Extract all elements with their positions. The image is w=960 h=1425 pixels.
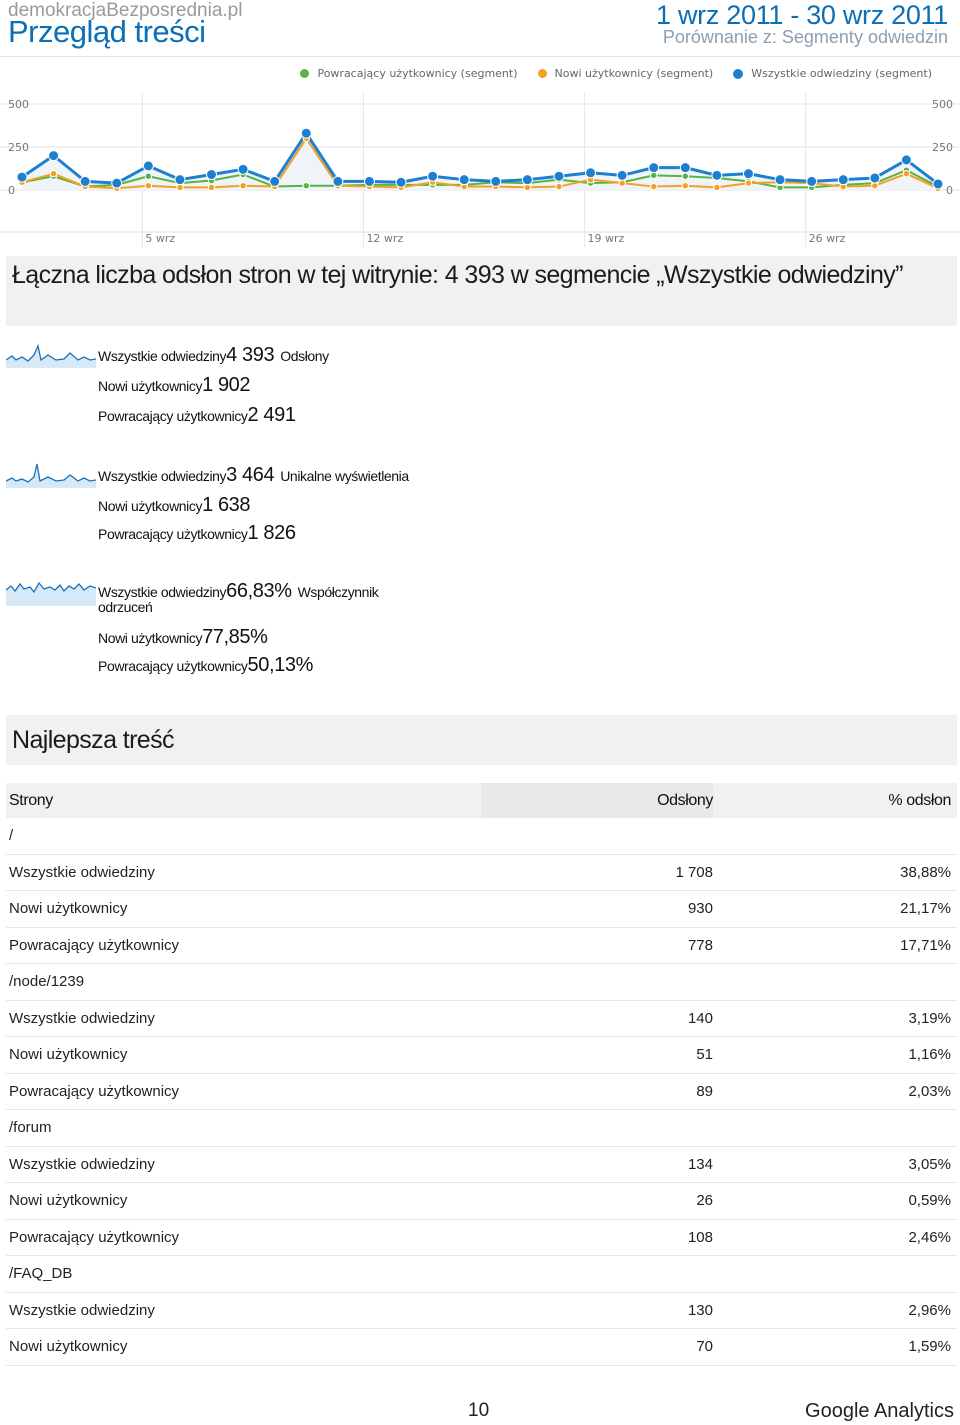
metric-segment: Wszystkie odwiedziny	[98, 348, 227, 364]
cell-percent: 3,19%	[908, 1009, 951, 1027]
sparkline-unique-views	[6, 458, 96, 488]
cell-percent	[713, 964, 957, 1000]
metric-segment: Powracający użytkownicy	[98, 408, 248, 424]
data-point	[333, 176, 343, 186]
table-row	[6, 891, 957, 928]
table-row	[6, 1220, 957, 1257]
comparison-label: Porównanie z: Segmenty odwiedzin	[662, 27, 948, 47]
metric-row	[98, 344, 329, 367]
cell-pageviews	[481, 1110, 713, 1146]
cell-pageviews: 89	[696, 1082, 713, 1100]
y-tick-label-left: 250	[8, 141, 29, 154]
cell-pageviews: 1 708	[675, 863, 713, 881]
metric-value: 77,85%	[202, 626, 268, 648]
legend-item-all	[733, 67, 932, 80]
data-point	[745, 180, 751, 186]
cell-page: Nowi użytkownicy	[9, 1192, 128, 1210]
y-tick-label-left: 500	[8, 98, 29, 111]
metric-segment: Powracający użytkownicy	[98, 526, 248, 542]
table-row	[6, 1037, 957, 1074]
metric-segment: Nowi użytkownicy	[98, 630, 203, 646]
table-row	[6, 1183, 957, 1220]
cell-page: Nowi użytkownicy	[9, 1338, 128, 1356]
cell-pageviews: 134	[687, 1155, 713, 1173]
metric-segment: Powracający użytkownicy	[98, 658, 248, 674]
metric-row	[98, 626, 268, 649]
top-content-table	[6, 783, 957, 1366]
metric-value: 50,13%	[247, 654, 313, 676]
table-row	[6, 1074, 957, 1111]
summary-title: Łączna liczba odsłon stron w tej witrynie: 4 393 w segmencie „Wszystkie odwiedziny”	[6, 256, 957, 326]
data-point	[459, 175, 469, 185]
table-row	[6, 855, 957, 892]
x-tick-label: 5 wrz	[145, 232, 176, 245]
data-point	[207, 170, 217, 180]
metric-name: Odsłony	[280, 348, 329, 364]
data-point	[238, 164, 248, 174]
cell-pageviews: 51	[696, 1046, 713, 1064]
page-path-row[interactable]	[6, 1110, 957, 1147]
data-point	[680, 163, 690, 173]
x-tick-label: 26 wrz	[808, 232, 846, 245]
cell-percent	[713, 818, 957, 854]
metric-row	[98, 374, 250, 397]
metric-row	[98, 464, 409, 487]
cell-percent: 1,59%	[908, 1338, 951, 1356]
data-point	[428, 171, 438, 181]
data-point	[145, 183, 151, 189]
data-point	[364, 176, 374, 186]
legend-label-new: Nowi użytkownicy (segment)	[554, 67, 714, 80]
cell-percent: 2,03%	[908, 1082, 951, 1100]
metric-row	[98, 404, 296, 427]
cell-percent: 3,05%	[908, 1155, 951, 1173]
cell-page: Nowi użytkownicy	[9, 1046, 128, 1064]
metric-segment: Wszystkie odwiedziny	[98, 468, 227, 484]
cell-page: Wszystkie odwiedziny	[9, 863, 155, 881]
cell-percent: 2,46%	[908, 1228, 951, 1246]
cell-percent: 0,59%	[908, 1192, 951, 1210]
cell-pageviews: 778	[687, 936, 713, 954]
data-point	[50, 170, 56, 176]
cell-page[interactable]: /FAQ_DB	[9, 1265, 73, 1283]
data-point	[870, 173, 880, 183]
y-tick-label-left: 0	[8, 184, 15, 197]
y-tick-label-right: 250	[932, 141, 953, 154]
data-point	[586, 168, 596, 178]
page-title: Przegląd treści	[8, 14, 206, 49]
cell-page: Powracający użytkownicy	[9, 936, 180, 954]
x-tick-label: 12 wrz	[366, 232, 404, 245]
sparkline-pageviews	[6, 338, 96, 368]
cell-page: Powracający użytkownicy	[9, 1082, 180, 1100]
data-point	[775, 175, 785, 185]
data-point	[175, 175, 185, 185]
date-range: 1 wrz 2011 - 30 wrz 2011	[656, 0, 948, 30]
data-point	[396, 177, 406, 187]
legend-label-returning: Powracający użytkownicy (segment)	[317, 67, 518, 80]
page-path-row[interactable]	[6, 818, 957, 855]
legend-swatch-returning	[300, 69, 309, 78]
cell-pageviews	[481, 964, 713, 1000]
legend-swatch-all	[733, 69, 743, 79]
cell-pageviews: 108	[687, 1228, 713, 1246]
metric-row	[98, 580, 428, 615]
metric-row	[98, 654, 313, 677]
page-number: 10	[468, 1400, 490, 1421]
page-path-row[interactable]	[6, 964, 957, 1001]
cell-pageviews: 26	[696, 1192, 713, 1210]
column-header-percent[interactable]: % odsłon	[888, 791, 951, 809]
data-point	[522, 175, 532, 185]
data-point	[714, 184, 720, 190]
data-point	[145, 173, 151, 179]
y-tick-label-right: 0	[946, 184, 953, 197]
cell-pageviews	[481, 1256, 713, 1292]
y-tick-label-right: 500	[932, 98, 953, 111]
header-divider	[0, 56, 960, 57]
column-header-pages[interactable]: Strony	[9, 791, 53, 809]
cell-page[interactable]: /	[9, 827, 14, 845]
cell-pageviews: 70	[696, 1338, 713, 1356]
cell-page[interactable]: /forum	[9, 1119, 52, 1137]
metric-value: 3 464	[226, 464, 275, 486]
data-point	[649, 163, 659, 173]
metric-segment: Nowi użytkownicy	[98, 378, 203, 394]
metric-value: 1 638	[202, 494, 251, 516]
cell-page: Wszystkie odwiedziny	[9, 1301, 155, 1319]
table-row	[6, 1293, 957, 1330]
data-point	[143, 161, 153, 171]
table-row	[6, 928, 957, 965]
data-point	[933, 179, 943, 189]
data-point	[556, 183, 562, 189]
legend-label-all: Wszystkie odwiedziny (segment)	[751, 67, 932, 80]
metric-row	[98, 494, 250, 517]
data-point	[303, 183, 309, 189]
column-header-pageviews[interactable]: Odsłony	[481, 783, 713, 818]
line-chart	[0, 92, 960, 247]
data-point	[554, 171, 564, 181]
metric-value: 4 393	[226, 344, 275, 366]
cell-percent: 1,16%	[908, 1046, 951, 1064]
cell-page: Nowi użytkownicy	[9, 900, 128, 918]
top-content-title: Najlepsza treść	[6, 715, 957, 765]
cell-page[interactable]: /node/1239	[9, 973, 85, 991]
table-body	[6, 818, 957, 1366]
cell-percent: 38,88%	[900, 863, 951, 881]
data-point	[901, 155, 911, 165]
x-tick-label: 19 wrz	[587, 232, 625, 245]
data-point	[682, 173, 688, 179]
cell-page: Wszystkie odwiedziny	[9, 1155, 155, 1173]
cell-percent	[713, 1110, 957, 1146]
cell-percent: 2,96%	[908, 1301, 951, 1319]
table-header	[6, 783, 957, 818]
legend-swatch-new	[538, 69, 547, 78]
metric-row	[98, 522, 296, 545]
page-path-row[interactable]	[6, 1256, 957, 1293]
metric-value: 66,83%	[226, 580, 292, 602]
data-point	[301, 128, 311, 138]
data-point	[651, 183, 657, 189]
cell-pageviews: 930	[687, 900, 713, 918]
table-row	[6, 1147, 957, 1184]
metric-segment: Nowi użytkownicy	[98, 498, 203, 514]
data-point	[270, 176, 280, 186]
cell-pageviews: 140	[687, 1009, 713, 1027]
table-row	[6, 1001, 957, 1038]
sparkline-bounce-rate	[6, 576, 96, 606]
cell-percent: 21,17%	[900, 900, 951, 918]
metric-value: 1 826	[247, 522, 296, 544]
data-point	[49, 151, 59, 161]
cell-pageviews: 130	[687, 1301, 713, 1319]
cell-pageviews	[481, 818, 713, 854]
site-name: demokracjaBezposrednia.pl	[8, 0, 243, 21]
data-point	[17, 172, 27, 182]
data-point	[743, 169, 753, 179]
data-point	[619, 180, 625, 186]
legend-item-new	[538, 67, 714, 80]
data-point	[682, 183, 688, 189]
metric-name: Współczynnik odrzuceń	[98, 584, 379, 615]
data-point	[712, 170, 722, 180]
cell-page: Powracający użytkownicy	[9, 1228, 180, 1246]
data-point	[838, 175, 848, 185]
table-row	[6, 1329, 957, 1366]
cell-page: Wszystkie odwiedziny	[9, 1009, 155, 1027]
data-point	[112, 178, 122, 188]
legend-item-returning	[300, 67, 517, 80]
data-point	[617, 170, 627, 180]
cell-percent: 17,71%	[900, 936, 951, 954]
metric-name: Unikalne wyświetlenia	[280, 468, 409, 484]
metric-value: 2 491	[247, 404, 296, 426]
metric-segment: Wszystkie odwiedziny	[98, 584, 227, 600]
data-point	[240, 183, 246, 189]
brand-name: Google Analytics	[805, 1400, 954, 1422]
data-point	[807, 176, 817, 186]
chart-legend	[280, 67, 932, 80]
data-point	[208, 184, 214, 190]
data-point	[903, 170, 909, 176]
data-point	[491, 176, 501, 186]
cell-percent	[713, 1256, 957, 1292]
metric-value: 1 902	[202, 374, 251, 396]
data-point	[80, 176, 90, 186]
